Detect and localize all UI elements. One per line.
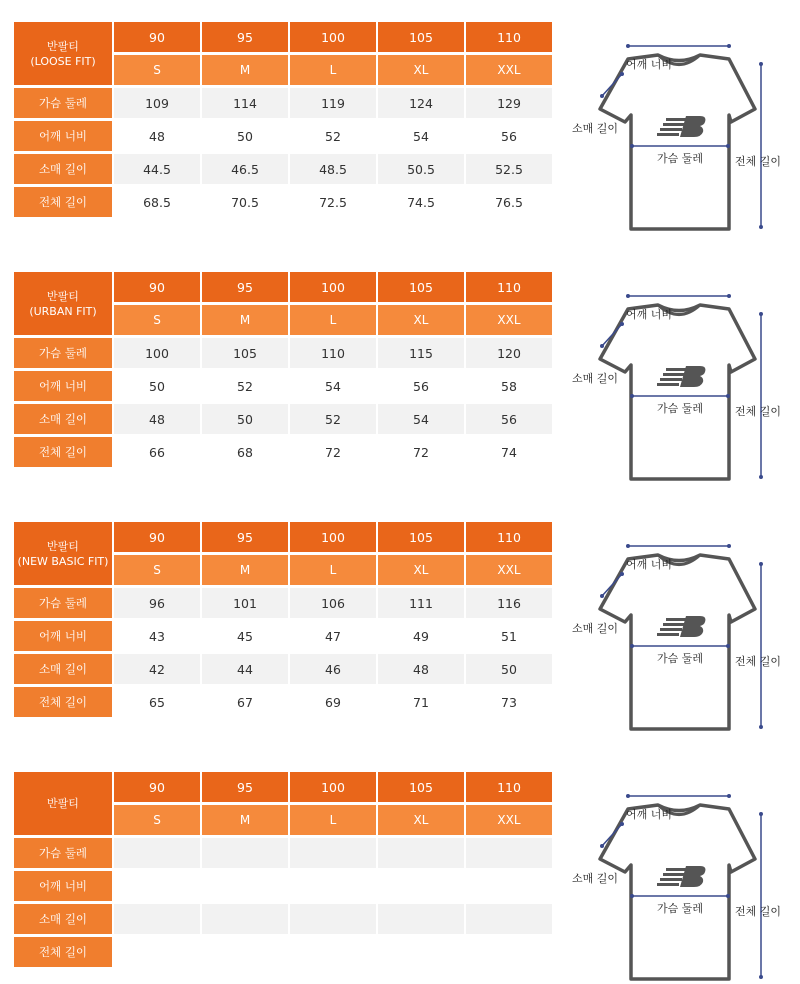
measurement-value: 100 xyxy=(114,338,202,371)
size-letter-cell: M xyxy=(202,805,290,838)
chest-label: 가슴 둘레 xyxy=(657,402,704,415)
size-number-cell: 110 xyxy=(466,22,554,55)
measurement-value: 50 xyxy=(202,404,290,437)
size-chart xyxy=(0,22,800,232)
measurement-row xyxy=(14,621,554,654)
size-number-row xyxy=(14,272,554,305)
measurement-row xyxy=(14,871,554,904)
product-title: 반팔티 xyxy=(47,539,79,553)
sleeve-length-label: 소매 길이 xyxy=(572,872,619,885)
measurement-value xyxy=(114,937,202,970)
size-letter-cell: S xyxy=(114,55,202,88)
measurement-value: 106 xyxy=(290,588,378,621)
measurement-value: 48 xyxy=(378,654,466,687)
measurement-row xyxy=(14,838,554,871)
product-header-cell xyxy=(14,22,114,88)
measurement-value xyxy=(466,904,554,937)
chest-label: 가슴 둘레 xyxy=(657,902,704,915)
measurement-value: 72 xyxy=(290,437,378,470)
measurement-value xyxy=(290,838,378,871)
measurement-row xyxy=(14,904,554,937)
measurement-value: 50 xyxy=(114,371,202,404)
size-letter-cell: XXL xyxy=(466,55,554,88)
measurement-diagram xyxy=(570,34,780,234)
size-letter-cell: L xyxy=(290,305,378,338)
measurement-label: 어깨 너비 xyxy=(14,121,114,154)
measurement-value: 70.5 xyxy=(202,187,290,220)
measurement-value xyxy=(466,838,554,871)
total-length-label: 전체 길이 xyxy=(735,905,782,918)
shoulder-width-label: 어깨 너비 xyxy=(626,58,673,71)
size-number-cell: 95 xyxy=(202,22,290,55)
measurement-value: 52 xyxy=(290,121,378,154)
size-number-row xyxy=(14,522,554,555)
measurement-value: 67 xyxy=(202,687,290,720)
size-number-cell: 105 xyxy=(378,272,466,305)
measurement-value: 124 xyxy=(378,88,466,121)
size-number-cell: 90 xyxy=(114,772,202,805)
measurement-label: 가슴 둘레 xyxy=(14,88,114,121)
chest-label: 가슴 둘레 xyxy=(657,152,704,165)
measurement-row xyxy=(14,937,554,970)
measurement-label: 어깨 너비 xyxy=(14,371,114,404)
size-number-row xyxy=(14,772,554,805)
measurement-value: 111 xyxy=(378,588,466,621)
measurement-label: 전체 길이 xyxy=(14,437,114,470)
measurement-value xyxy=(466,871,554,904)
measurement-diagram xyxy=(570,284,780,484)
size-number-cell: 95 xyxy=(202,522,290,555)
size-number-cell: 95 xyxy=(202,272,290,305)
measurement-value: 46 xyxy=(290,654,378,687)
measurement-row xyxy=(14,187,554,220)
measurement-value xyxy=(290,904,378,937)
size-number-cell: 110 xyxy=(466,772,554,805)
measurement-diagram xyxy=(570,784,780,984)
measurement-value: 52 xyxy=(290,404,378,437)
measurement-value: 119 xyxy=(290,88,378,121)
size-number-cell: 110 xyxy=(466,272,554,305)
measurement-value: 115 xyxy=(378,338,466,371)
measurement-value: 96 xyxy=(114,588,202,621)
sleeve-length-label: 소매 길이 xyxy=(572,122,619,135)
measurement-label: 어깨 너비 xyxy=(14,621,114,654)
measurement-value: 110 xyxy=(290,338,378,371)
measurement-value: 109 xyxy=(114,88,202,121)
measurement-value: 50.5 xyxy=(378,154,466,187)
shoulder-width-label: 어깨 너비 xyxy=(626,808,673,821)
size-letter-cell: M xyxy=(202,555,290,588)
measurement-value: 56 xyxy=(466,404,554,437)
measurement-row xyxy=(14,437,554,470)
measurement-value: 54 xyxy=(378,121,466,154)
sleeve-length-label: 소매 길이 xyxy=(572,622,619,635)
measurement-value: 72 xyxy=(378,437,466,470)
size-letter-cell: XL xyxy=(378,55,466,88)
total-length-label: 전체 길이 xyxy=(735,655,782,668)
size-letter-cell: S xyxy=(114,805,202,838)
size-letter-cell: S xyxy=(114,305,202,338)
measurement-value: 56 xyxy=(378,371,466,404)
measurement-value xyxy=(202,838,290,871)
size-number-cell: 105 xyxy=(378,772,466,805)
measurement-value: 65 xyxy=(114,687,202,720)
measurement-label: 소매 길이 xyxy=(14,904,114,937)
measurement-value: 50 xyxy=(202,121,290,154)
measurement-value: 54 xyxy=(290,371,378,404)
measurement-value: 52.5 xyxy=(466,154,554,187)
measurement-value xyxy=(202,871,290,904)
measurement-value: 51 xyxy=(466,621,554,654)
measurement-label: 전체 길이 xyxy=(14,187,114,220)
measurement-label: 가슴 둘레 xyxy=(14,588,114,621)
measurement-label: 소매 길이 xyxy=(14,154,114,187)
size-letter-cell: XL xyxy=(378,805,466,838)
size-letter-cell: L xyxy=(290,55,378,88)
size-chart xyxy=(0,522,800,732)
fit-type: (LOOSE FIT) xyxy=(30,54,96,68)
measurement-label: 어깨 너비 xyxy=(14,871,114,904)
size-number-cell: 90 xyxy=(114,22,202,55)
measurement-value xyxy=(202,937,290,970)
measurement-label: 가슴 둘레 xyxy=(14,338,114,371)
size-letter-cell: XL xyxy=(378,305,466,338)
measurement-value: 66 xyxy=(114,437,202,470)
measurement-label: 소매 길이 xyxy=(14,654,114,687)
measurement-value: 47 xyxy=(290,621,378,654)
total-length-label: 전체 길이 xyxy=(735,405,782,418)
measurement-value: 46.5 xyxy=(202,154,290,187)
measurement-value: 120 xyxy=(466,338,554,371)
measurement-value: 52 xyxy=(202,371,290,404)
measurement-value: 74 xyxy=(466,437,554,470)
size-letter-cell: M xyxy=(202,55,290,88)
measurement-value: 114 xyxy=(202,88,290,121)
chest-label: 가슴 둘레 xyxy=(657,652,704,665)
measurement-value: 58 xyxy=(466,371,554,404)
size-letter-cell: L xyxy=(290,555,378,588)
measurement-value: 105 xyxy=(202,338,290,371)
measurement-value xyxy=(378,904,466,937)
measurement-value xyxy=(378,937,466,970)
fit-type: (URBAN FIT) xyxy=(29,304,97,318)
measurement-row xyxy=(14,154,554,187)
measurement-value: 48.5 xyxy=(290,154,378,187)
measurement-row xyxy=(14,121,554,154)
measurement-value: 116 xyxy=(466,588,554,621)
measurement-value: 68.5 xyxy=(114,187,202,220)
measurement-value: 49 xyxy=(378,621,466,654)
size-table xyxy=(14,522,554,720)
size-number-cell: 105 xyxy=(378,522,466,555)
measurement-value xyxy=(114,871,202,904)
size-letter-cell: M xyxy=(202,305,290,338)
measurement-row xyxy=(14,88,554,121)
measurement-value: 45 xyxy=(202,621,290,654)
size-number-row xyxy=(14,22,554,55)
size-letter-cell: XXL xyxy=(466,555,554,588)
size-chart xyxy=(0,772,800,982)
measurement-row xyxy=(14,687,554,720)
total-length-label: 전체 길이 xyxy=(735,155,782,168)
product-title: 반팔티 xyxy=(47,289,79,303)
product-header-cell xyxy=(14,522,114,588)
measurement-label: 가슴 둘레 xyxy=(14,838,114,871)
measurement-value: 74.5 xyxy=(378,187,466,220)
measurement-value xyxy=(202,904,290,937)
measurement-row xyxy=(14,338,554,371)
size-number-cell: 100 xyxy=(290,272,378,305)
measurement-row xyxy=(14,404,554,437)
measurement-value xyxy=(466,937,554,970)
measurement-value: 54 xyxy=(378,404,466,437)
measurement-value: 56 xyxy=(466,121,554,154)
measurement-value: 48 xyxy=(114,404,202,437)
measurement-value: 48 xyxy=(114,121,202,154)
measurement-value xyxy=(378,838,466,871)
size-table xyxy=(14,272,554,470)
size-table xyxy=(14,22,554,220)
measurement-value: 69 xyxy=(290,687,378,720)
fit-type: (NEW BASIC FIT) xyxy=(17,554,109,568)
measurement-value xyxy=(290,937,378,970)
size-letter-cell: XXL xyxy=(466,805,554,838)
measurement-value: 42 xyxy=(114,654,202,687)
size-letter-cell: S xyxy=(114,555,202,588)
measurement-value xyxy=(378,871,466,904)
measurement-row xyxy=(14,654,554,687)
measurement-row xyxy=(14,371,554,404)
measurement-value: 44.5 xyxy=(114,154,202,187)
measurement-value xyxy=(114,838,202,871)
size-number-cell: 100 xyxy=(290,772,378,805)
measurement-value: 50 xyxy=(466,654,554,687)
measurement-value: 72.5 xyxy=(290,187,378,220)
measurement-label: 전체 길이 xyxy=(14,687,114,720)
measurement-value: 44 xyxy=(202,654,290,687)
shoulder-width-label: 어깨 너비 xyxy=(626,308,673,321)
measurement-value: 71 xyxy=(378,687,466,720)
measurement-label: 소매 길이 xyxy=(14,404,114,437)
size-letter-cell: XL xyxy=(378,555,466,588)
size-table xyxy=(14,772,554,970)
measurement-value: 73 xyxy=(466,687,554,720)
size-letter-cell: L xyxy=(290,805,378,838)
size-number-cell: 90 xyxy=(114,522,202,555)
product-title: 반팔티 xyxy=(47,797,79,810)
measurement-value: 76.5 xyxy=(466,187,554,220)
size-number-cell: 100 xyxy=(290,22,378,55)
measurement-value xyxy=(114,904,202,937)
size-number-cell: 110 xyxy=(466,522,554,555)
size-number-cell: 90 xyxy=(114,272,202,305)
size-chart xyxy=(0,272,800,482)
measurement-label: 전체 길이 xyxy=(14,937,114,970)
measurement-value: 43 xyxy=(114,621,202,654)
size-number-cell: 100 xyxy=(290,522,378,555)
size-number-cell: 95 xyxy=(202,772,290,805)
product-title: 반팔티 xyxy=(47,39,79,53)
size-letter-cell: XXL xyxy=(466,305,554,338)
measurement-diagram xyxy=(570,534,780,734)
measurement-value xyxy=(290,871,378,904)
product-header-cell xyxy=(14,772,114,838)
measurement-value: 68 xyxy=(202,437,290,470)
measurement-value: 129 xyxy=(466,88,554,121)
sleeve-length-label: 소매 길이 xyxy=(572,372,619,385)
shoulder-width-label: 어깨 너비 xyxy=(626,558,673,571)
size-number-cell: 105 xyxy=(378,22,466,55)
measurement-row xyxy=(14,588,554,621)
product-header-cell xyxy=(14,272,114,338)
measurement-value: 101 xyxy=(202,588,290,621)
